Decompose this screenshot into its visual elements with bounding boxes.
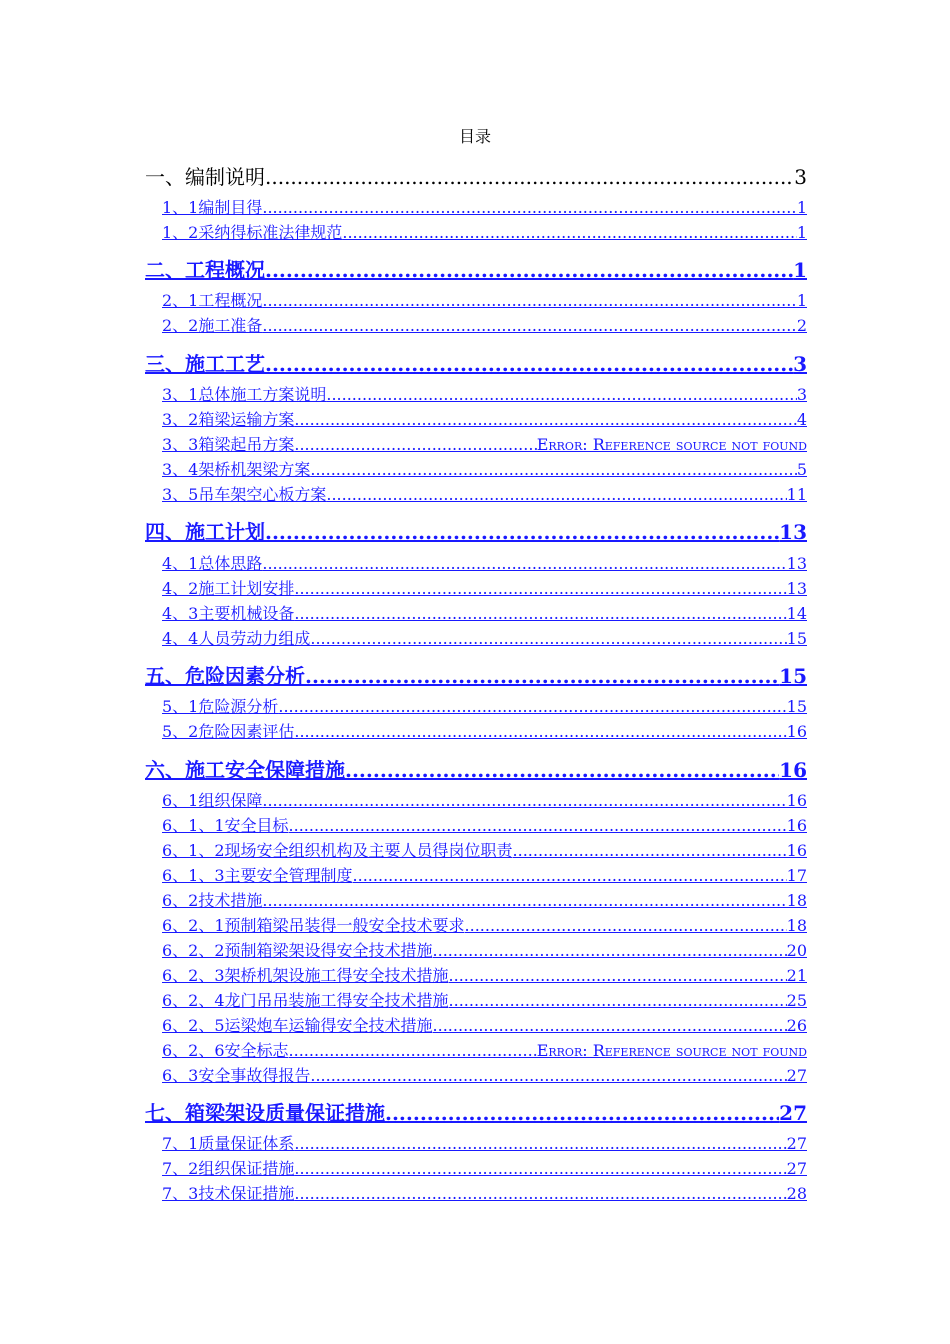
toc-chapter-link[interactable] [145,161,807,190]
toc-section-link[interactable] [162,963,807,986]
toc-page-number: 15 [786,697,807,716]
toc-entry-label: 7、1质量保证体系 [162,1134,295,1153]
toc-page-number: 13 [786,554,807,573]
toc-page-number: 1 [796,223,807,242]
toc-page-number: 26 [786,1016,807,1035]
toc-dot-leader [262,791,786,810]
toc-page-number: 27 [786,1066,807,1085]
toc-chapter-link[interactable] [145,754,807,783]
toc-section-link[interactable] [162,313,807,336]
toc-dot-leader [342,223,796,242]
toc-dot-leader [289,1041,537,1060]
toc-entry-label: 四、施工计划 [145,520,265,544]
toc-page-number: 2 [796,316,807,335]
toc-page-number: 21 [786,966,807,985]
toc-entry-label: 5、1危险源分析 [162,697,279,716]
toc-page-number: 3 [796,385,807,404]
toc-section-link[interactable] [162,576,807,599]
toc-section-link[interactable] [162,626,807,649]
toc-dot-leader [353,866,787,885]
toc-entry-label: 4、1总体思路 [162,554,263,573]
toc-entry-label: 3、4架桥机架梁方案 [162,460,311,479]
toc-section-link[interactable] [162,913,807,936]
toc-section-link[interactable] [162,551,807,574]
toc-dot-leader [449,966,787,985]
toc-entry-label: 6、2、3架桥机架设施工得安全技术措施 [162,966,449,985]
toc-page-number: 16 [786,841,807,860]
toc-section-link[interactable] [162,407,807,430]
toc-page-number: 16 [779,758,807,782]
toc-page-number: 15 [786,629,807,648]
toc-dot-leader [294,1184,786,1203]
toc-entry-label: 6、1、1安全目标 [162,816,289,835]
toc-page-number: 15 [779,664,807,688]
toc-page-number: 18 [786,891,807,910]
toc-page-number: 27 [786,1159,807,1178]
toc-dot-leader [262,291,796,310]
toc-entry-label: 6、2、2预制箱梁架设得安全技术措施 [162,941,433,960]
toc-entry-label: 5、2危险因素评估 [162,722,295,741]
toc-dot-leader [326,485,786,504]
toc-entry-label: 五、危险因素分析 [145,664,305,688]
toc-dot-leader [385,1101,779,1125]
toc-section-link[interactable] [162,382,807,405]
toc-entry-label: 2、1工程概况 [162,291,263,310]
toc-dot-leader [513,841,787,860]
toc-page-number: 16 [786,791,807,810]
toc-dot-leader [265,352,793,376]
toc-dot-leader [326,385,796,404]
toc-page-number: 18 [786,916,807,935]
toc-entry-label: 6、2、4龙门吊吊装施工得安全技术措施 [162,991,449,1010]
toc-entry-label: 3、3箱梁起吊方案 [162,435,295,454]
toc-entry-label: 4、2施工计划安排 [162,579,295,598]
toc-page-number: 17 [786,866,807,885]
toc-section-link[interactable] [162,220,807,243]
toc-section-link[interactable] [162,1156,807,1179]
toc-section-link[interactable] [162,1063,807,1086]
toc-entry-label: 七、箱梁架设质量保证措施 [145,1101,385,1125]
toc-dot-leader [310,1066,786,1085]
toc-entry-label: 6、2、5运梁炮车运输得安全技术措施 [162,1016,433,1035]
toc-page-number: 1 [796,198,807,217]
toc-dot-leader [305,664,779,688]
toc-dot-leader [265,165,794,189]
toc-dot-leader [262,316,796,335]
toc-dot-leader [294,604,786,623]
toc-dot-leader [310,460,796,479]
toc-page-number: 20 [786,941,807,960]
toc-entry-label: 六、施工安全保障措施 [145,758,345,782]
toc-page-number: 13 [786,579,807,598]
toc-entry-label: 4、4人员劳动力组成 [162,629,311,648]
toc-section-link[interactable] [162,813,807,836]
toc-dot-leader [294,579,786,598]
toc-entry-label: 6、2技术措施 [162,891,263,910]
toc-section-link[interactable] [162,457,807,480]
toc-entry-label: 3、5吊车架空心板方案 [162,485,327,504]
toc-chapter-link[interactable] [145,660,807,689]
toc-page-number: 4 [796,410,807,429]
toc-section-link[interactable] [162,601,807,624]
toc-dot-leader [262,198,796,217]
toc-section-link[interactable] [162,288,807,311]
toc-entry-label: 6、2、6安全标志 [162,1041,289,1060]
toc-dot-leader [433,941,787,960]
toc-entry-label: 6、1、2现场安全组织机构及主要人员得岗位职责 [162,841,513,860]
toc-section-link[interactable] [162,719,807,742]
toc-dot-leader [265,258,793,282]
toc-reference-error: Error: Reference source not found [536,435,807,454]
toc-section-link[interactable] [162,195,807,218]
toc-entry-label: 三、施工工艺 [145,352,265,376]
toc-dot-leader [310,629,786,648]
toc-entry-label: 6、2、1预制箱梁吊装得一般安全技术要求 [162,916,465,935]
toc-dot-leader [294,435,536,454]
toc-entry-label: 4、3主要机械设备 [162,604,295,623]
toc-entry-label: 7、2组织保证措施 [162,1159,295,1178]
toc-section-link[interactable] [162,1013,807,1036]
toc-entry-label: 1、1编制目得 [162,198,263,217]
toc-page-number: 14 [786,604,807,623]
toc-section-link[interactable] [162,432,807,455]
toc-dot-leader [294,722,786,741]
toc-page-number: 16 [786,816,807,835]
toc-section-link[interactable] [162,988,807,1011]
toc-page-number: 16 [786,722,807,741]
toc-entry-label: 6、3安全事故得报告 [162,1066,311,1085]
toc-page-number: 1 [796,291,807,310]
toc-section-link[interactable] [162,694,807,717]
toc-section-link[interactable] [162,1131,807,1154]
toc-dot-leader [449,991,787,1010]
toc-dot-leader [465,916,787,935]
toc-page-number: 5 [796,460,807,479]
toc-entry-label: 7、3技术保证措施 [162,1184,295,1203]
toc-section-link[interactable] [162,1038,807,1061]
toc-dot-leader [294,410,796,429]
toc-dot-leader [262,891,786,910]
toc-page-number: 3 [794,165,807,189]
toc-section-link[interactable] [162,888,807,911]
toc-page-number: 28 [786,1184,807,1203]
toc-entry-label: 3、2箱梁运输方案 [162,410,295,429]
toc-page-number: 25 [786,991,807,1010]
toc-chapter-link[interactable] [145,516,807,545]
toc-section-link[interactable] [162,482,807,505]
toc-dot-leader [345,758,779,782]
toc-dot-leader [265,520,779,544]
toc-section-link[interactable] [162,938,807,961]
toc-entry-label: 2、2施工准备 [162,316,263,335]
toc-entry-label: 6、1组织保障 [162,791,263,810]
toc-dot-leader [278,697,786,716]
toc-chapter-link[interactable] [145,254,807,283]
toc-section-link[interactable] [162,863,807,886]
toc-entry-label: 1、2采纳得标准法律规范 [162,223,343,242]
toc-page-number: 11 [786,485,807,504]
toc-entry-label: 一、编制说明 [145,165,265,189]
toc-page-number: 3 [793,352,807,376]
toc-page-number: 27 [779,1101,807,1125]
toc-page-number: 1 [793,258,807,282]
toc-entry-label: 3、1总体施工方案说明 [162,385,327,404]
toc-chapter-link[interactable] [145,1097,807,1126]
toc-dot-leader [262,554,786,573]
toc-section-link[interactable] [162,1181,807,1204]
toc-page-number: 13 [779,520,807,544]
toc-entry-label: 6、1、3主要安全管理制度 [162,866,353,885]
toc-dot-leader [289,816,787,835]
toc-chapter-link[interactable] [145,348,807,377]
toc-page-number: 27 [786,1134,807,1153]
toc-title: 目录 [458,127,491,146]
toc-dot-leader [294,1134,786,1153]
toc-dot-leader [294,1159,786,1178]
toc-reference-error: Error: Reference source not found [536,1041,807,1060]
toc-dot-leader [433,1016,787,1035]
toc-section-link[interactable] [162,838,807,861]
toc-section-link[interactable] [162,788,807,811]
toc-entry-label: 二、工程概况 [145,258,265,282]
